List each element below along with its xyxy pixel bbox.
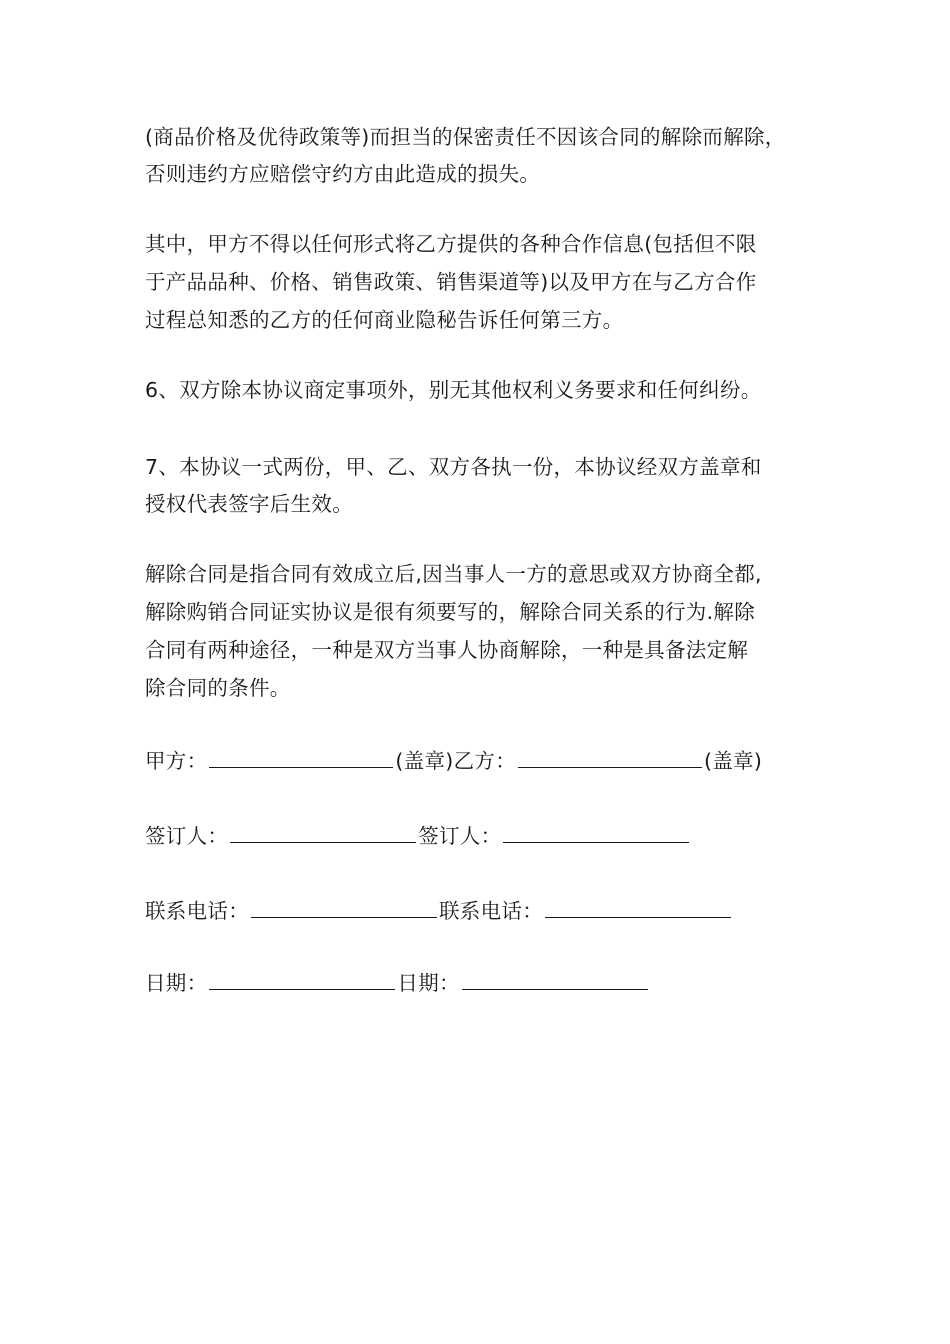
party-b-seal: (盖章)	[704, 749, 763, 773]
signature-row-signer	[145, 820, 691, 850]
signature-row-date	[145, 967, 650, 997]
clause-6: 6、双方除本协议商定事项外，别无其他权利义务要求和任何纠纷。	[145, 378, 762, 402]
paragraph-1-line-2: 否则违约方应赔偿守约方由此造成的损失。	[145, 162, 541, 186]
paragraph-2-line-2: 于产品品种、价格、销售政策、销售渠道等)以及甲方在与乙方合作	[145, 270, 757, 294]
signer-a-blank[interactable]	[230, 820, 416, 843]
party-b-blank[interactable]	[518, 745, 702, 768]
party-a-label: 甲方：	[145, 749, 208, 773]
paragraph-5-line-2: 解除购销合同证实协议是很有须要写的，解除合同关系的行为.解除	[145, 600, 756, 624]
paragraph-2-line-1: 其中，甲方不得以任何形式将乙方提供的各种合作信息(包括但不限	[145, 232, 757, 256]
party-b-label: 乙方：	[453, 749, 517, 773]
paragraph-5-line-3: 合同有两种途径，一种是双方当事人协商解除，一种是具备法定解	[145, 638, 749, 662]
date-b-blank[interactable]	[462, 967, 648, 990]
phone-a-blank[interactable]	[251, 895, 437, 918]
paragraph-1-line-1: (商品价格及优待政策等)而担当的保密责任不因该合同的解除而解除，	[145, 125, 786, 149]
paragraph-5-line-4: 除合同的条件。	[145, 676, 291, 700]
date-b-label: 日期：	[397, 971, 460, 995]
signer-a-label: 签订人：	[145, 824, 229, 848]
signer-b-label: 签订人：	[418, 824, 502, 848]
phone-b-blank[interactable]	[545, 895, 731, 918]
signature-row-phone	[145, 895, 733, 925]
clause-7-line-1: 7、本协议一式两份，甲、乙、双方各执一份，本协议经双方盖章和	[145, 455, 762, 479]
date-a-label: 日期：	[145, 971, 208, 995]
party-a-seal: (盖章)	[395, 749, 454, 773]
phone-a-label: 联系电话：	[145, 899, 249, 923]
paragraph-5-line-1: 解除合同是指合同有效成立后,因当事人一方的意思或双方协商全都,	[145, 562, 762, 586]
clause-7-line-2: 授权代表签字后生效。	[145, 492, 353, 516]
paragraph-2-line-3: 过程总知悉的乙方的任何商业隐秘告诉任何第三方。	[145, 308, 624, 332]
phone-b-label: 联系电话：	[439, 899, 543, 923]
date-a-blank[interactable]	[209, 967, 395, 990]
signer-b-blank[interactable]	[503, 820, 689, 843]
party-a-blank[interactable]	[209, 745, 393, 768]
signature-row-party	[145, 745, 762, 775]
